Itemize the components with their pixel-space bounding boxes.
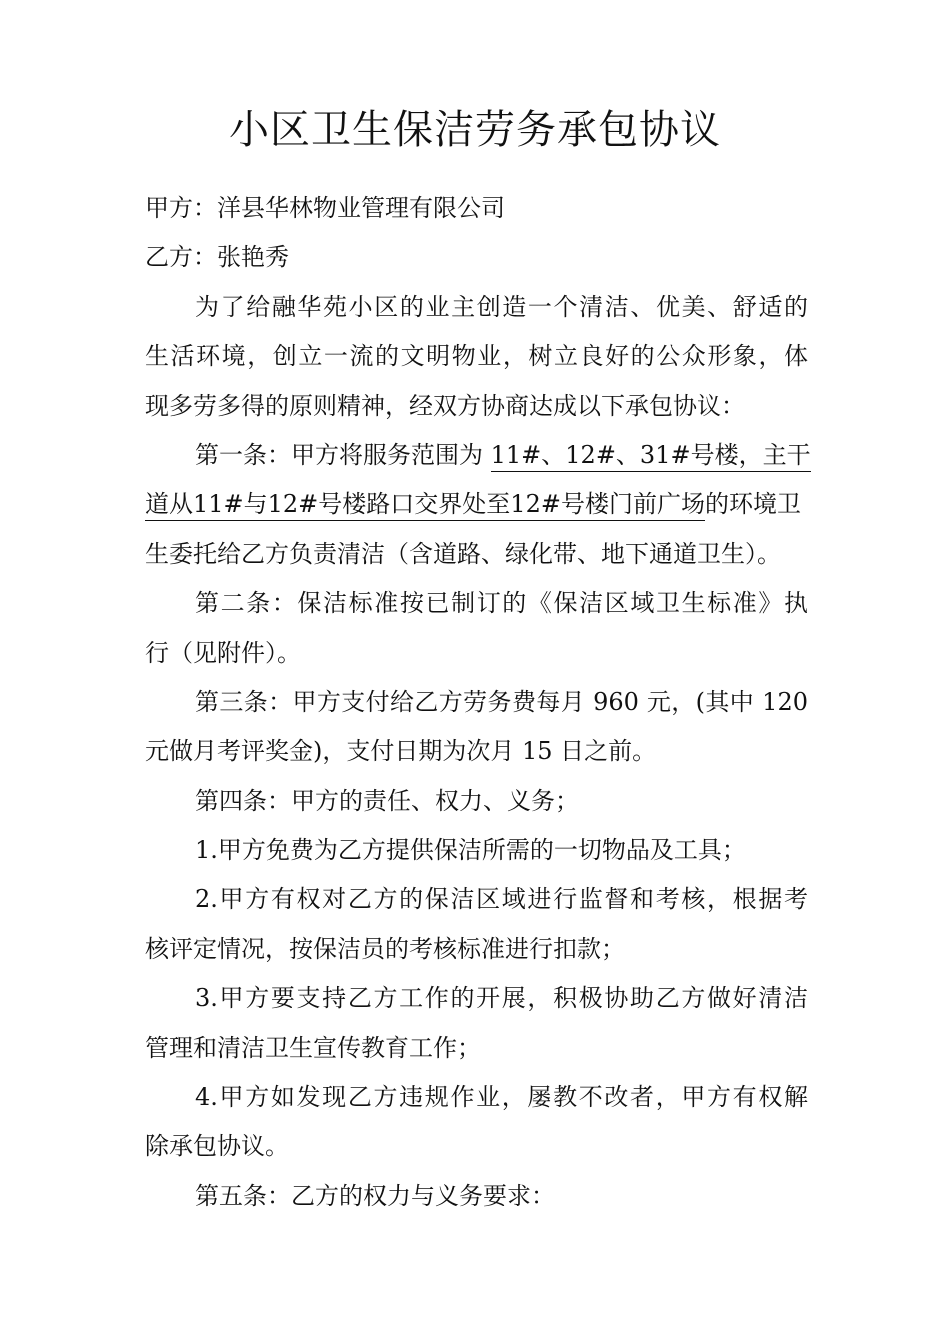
article-2-line-1: 第二条：保洁标准按已制订的《保洁区域卫生标准》执 <box>195 589 808 618</box>
article-1-underlined-2: 道从11#与12#号楼路口交界处至12#号楼门前广场 <box>145 490 705 521</box>
intro-line-2: 生活环境，创立一流的文明物业，树立良好的公众形象，体 <box>145 342 808 371</box>
article-3-line-2: 元做月考评奖金)，支付日期为次月 15 日之前。 <box>145 737 657 766</box>
party-a: 甲方：洋县华林物业管理有限公司 <box>145 194 505 222</box>
article-1-suffix: 的环境卫 <box>704 490 801 519</box>
article-5-heading: 第五条：乙方的权力与义务要求： <box>195 1181 555 1210</box>
intro-line-1: 为了给融华苑小区的业主创造一个清洁、优美、舒适的 <box>195 292 808 321</box>
document-title: 小区卫生保洁劳务承包协议 <box>229 107 721 153</box>
article-4-item-1: 1.甲方免费为乙方提供保洁所需的一切物品及工具； <box>195 836 746 865</box>
article-1-underlined-1: 11#、12#、31#号楼，主干 <box>491 441 811 472</box>
article-4-item-2-line-2: 核评定情况，按保洁员的考核标准进行扣款； <box>145 934 625 963</box>
article-2-line-2: 行（见附件）。 <box>145 638 301 667</box>
article-1-line-1 <box>145 431 811 480</box>
article-4-item-2-line-1: 2.甲方有权对乙方的保洁区域进行监督和考核，根据考 <box>195 885 808 914</box>
article-4-heading: 第四条：甲方的责任、权力、义务； <box>195 786 579 815</box>
article-4-item-3-line-1: 3.甲方要支持乙方工作的开展，积极协助乙方做好清洁 <box>195 984 808 1013</box>
intro-line-3: 现多劳多得的原则精神，经双方协商达成以下承包协议： <box>145 391 745 420</box>
article-3-line-1: 第三条：甲方支付给乙方劳务费每月 960 元，(其中 120 <box>195 687 808 716</box>
article-4-item-4-line-1: 4.甲方如发现乙方违规作业，屡教不改者，甲方有权解 <box>195 1083 808 1112</box>
article-1-line-3: 生委托给乙方负责清洁（含道路、绿化带、地下通道卫生）。 <box>145 539 781 568</box>
article-4-item-3-line-2: 管理和清洁卫生宣传教育工作； <box>145 1033 481 1062</box>
article-4-item-4-line-2: 除承包协议。 <box>145 1132 289 1161</box>
document-body <box>145 184 811 1221</box>
party-b: 乙方：张艳秀 <box>145 243 289 272</box>
article-1-line-2 <box>145 480 808 529</box>
article-1-prefix: 第一条：甲方将服务范围为 <box>195 440 483 469</box>
